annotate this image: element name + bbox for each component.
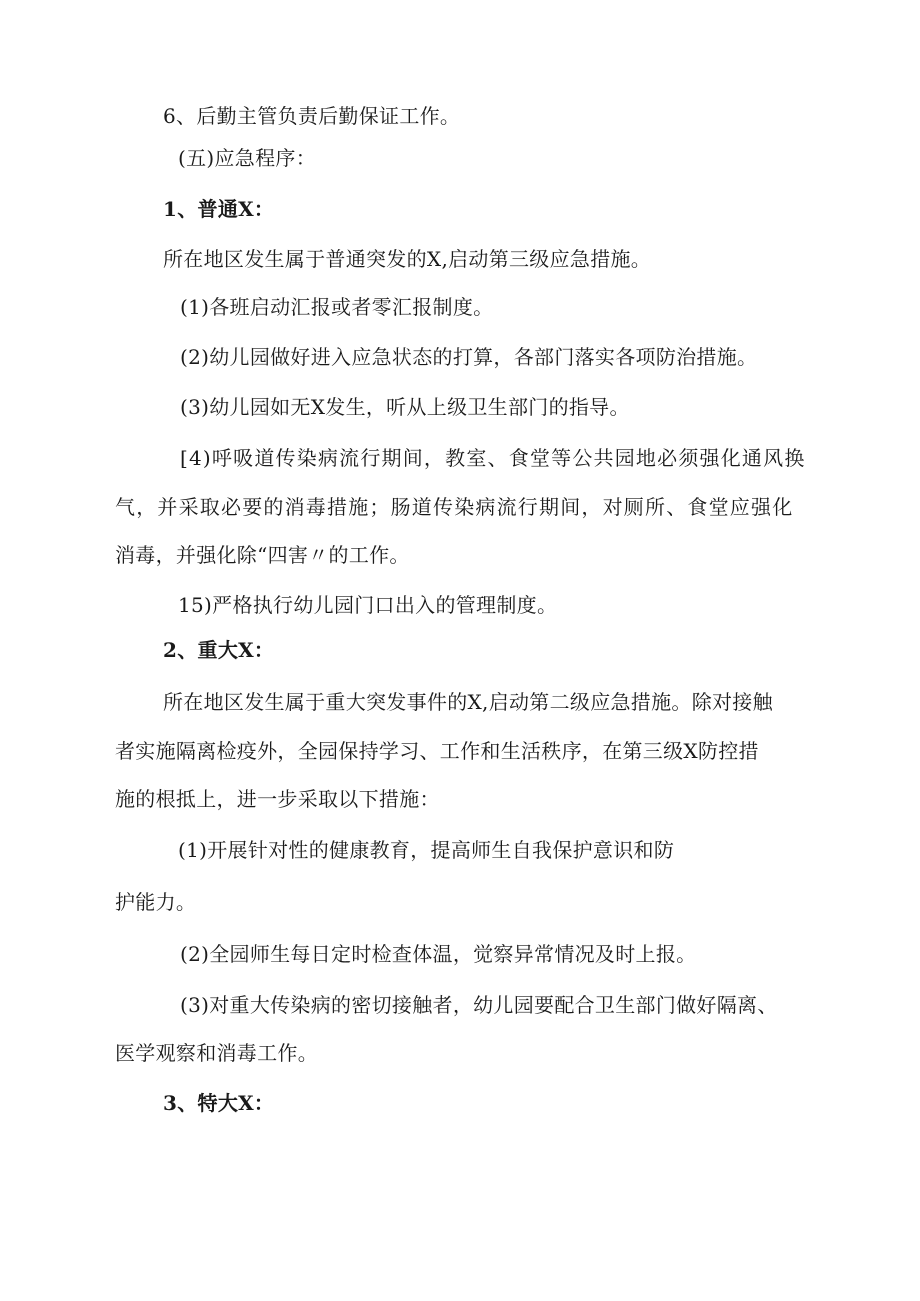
list-item-ordinary-3: (3)幼儿园如无X发生，听从上级卫生部门的指导。: [180, 395, 630, 419]
list-item-ordinary-2: (2)幼儿园做好进入应急状态的打算，各部门落实各项防治措施。: [180, 345, 758, 369]
list-item-major-1-line1: (1)开展针对性的健康教育，提高师生自我保护意识和防: [178, 838, 675, 862]
list-item-ordinary-4-line3: 消毒，并强化除“四害〃的工作。: [115, 543, 410, 567]
list-item-major-3-line1: (3)对重大传染病的密切接触者，幼儿园要配合卫生部门做好隔离、: [180, 993, 778, 1017]
heading-major-level: 2、重大X：: [163, 638, 275, 662]
section-heading-emergency-procedure: (五)应急程序：: [178, 146, 317, 170]
list-item-ordinary-5: 15)严格执行幼儿园门口出入的管理制度。: [178, 593, 558, 617]
paragraph-major-line1: 所在地区发生属于重大突发事件的X,启动第二级应急措施。除对接触: [163, 690, 773, 714]
list-item-major-2: (2)全园师生每日定时检查体温，觉察异常情况及时上报。: [180, 942, 697, 966]
heading-extraordinary-level: 3、特大X：: [163, 1091, 275, 1115]
list-item-ordinary-4-line1: [4)呼吸道传染病流行期间，教室、食堂等公共园地必须强化通风换: [180, 446, 806, 470]
list-item-ordinary-4-line2: 气，并采取必要的消毒措施；肠道传染病流行期间，对厕所、食堂应强化: [115, 495, 794, 519]
heading-ordinary-level: 1、普通X：: [163, 197, 275, 221]
item-logistics-manager: 6、后勤主管负责后勤保证工作。: [163, 104, 461, 128]
paragraph-major-line3: 施的根抵上，进一步采取以下措施：: [115, 787, 440, 811]
list-item-ordinary-1: (1)各班启动汇报或者零汇报制度。: [180, 295, 494, 319]
list-item-major-3-line2: 医学观察和消毒工作。: [115, 1041, 318, 1065]
list-item-major-1-line2: 护能力。: [115, 890, 197, 914]
paragraph-ordinary-intro: 所在地区发生属于普通突发的X,启动第三级应急措施。: [163, 247, 652, 271]
paragraph-major-line2: 者实施隔离检疫外，全园保持学习、工作和生活秩序，在第三级X防控措: [115, 739, 759, 763]
